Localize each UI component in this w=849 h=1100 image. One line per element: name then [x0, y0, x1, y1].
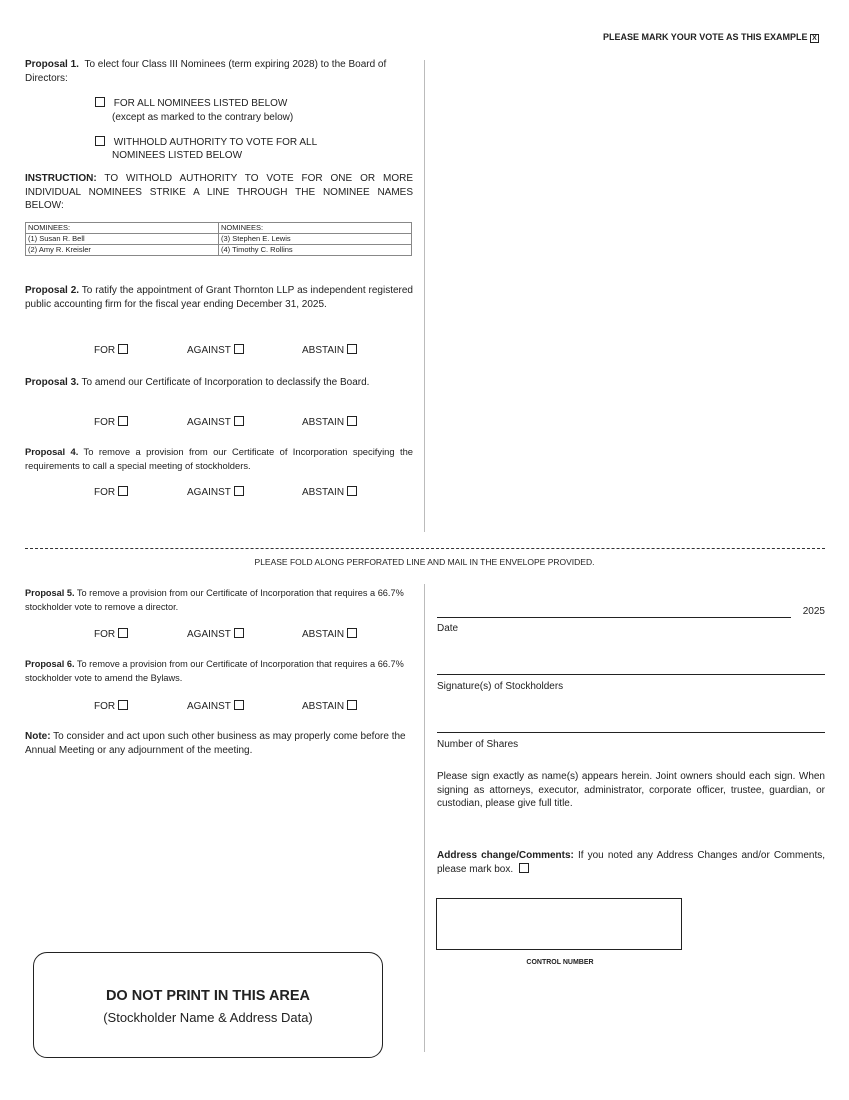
- address-change-label: Address change/Comments:: [437, 850, 574, 861]
- proposal-5: [25, 587, 413, 614]
- withhold-label: WITHHOLD AUTHORITY TO VOTE FOR ALL: [113, 137, 318, 148]
- against-label: AGAINST: [187, 345, 231, 356]
- proposal-3-text: To amend our Certificate of Incorporation to declassify the Board.: [81, 377, 370, 388]
- sign-instructions: Please sign exactly as name(s) appears herein. Joint owners should each sign. When signing as attorneys, executor, administrator, corporate officer, trustee, guardian, or custodian, please give full title.: [437, 771, 825, 809]
- proposal-3-label: Proposal 3.: [25, 377, 79, 388]
- proposal-5-text: To remove a provision from our Certificate of Incorporation that requires a 66.7% stockholder vote to remove a director.: [25, 588, 404, 612]
- date-label: Date: [437, 623, 459, 634]
- nominees-header-right: NOMINEES:: [219, 223, 412, 234]
- column-divider-bottom: [424, 584, 425, 1052]
- against-checkbox[interactable]: [234, 344, 244, 354]
- signature-label: Signature(s) of Stockholders: [437, 681, 564, 692]
- proposal-6-for[interactable]: [94, 700, 128, 712]
- abstain-label: ABSTAIN: [302, 701, 345, 712]
- for-checkbox[interactable]: [118, 628, 128, 638]
- nominee-3[interactable]: (3) Stephen E. Lewis: [219, 234, 412, 245]
- shares-line[interactable]: [437, 732, 825, 733]
- proposal-2-text: To ratify the appointment of Grant Thornton LLP as independent registered public accounting firm for the fiscal year ending December 31, 2025.: [25, 285, 413, 310]
- for-all-checkbox[interactable]: [95, 97, 105, 107]
- shares-label: Number of Shares: [437, 739, 519, 750]
- abstain-label: ABSTAIN: [302, 487, 345, 498]
- table-row: [26, 234, 412, 245]
- for-checkbox[interactable]: [118, 700, 128, 710]
- for-checkbox[interactable]: [118, 416, 128, 426]
- proposal-1-instruction: [25, 172, 413, 213]
- proposal-4-label: Proposal 4.: [25, 446, 79, 457]
- date-year: 2025: [802, 606, 825, 617]
- abstain-checkbox[interactable]: [347, 344, 357, 354]
- proposal-1-label: Proposal 1.: [25, 59, 79, 70]
- column-divider-top: [424, 60, 425, 532]
- proposal-5-label: Proposal 5.: [25, 588, 75, 598]
- proposal-5-vote-row: [94, 628, 414, 640]
- against-label: AGAINST: [187, 487, 231, 498]
- fold-instruction: PLEASE FOLD ALONG PERFORATED LINE AND MAIL IN THE ENVELOPE PROVIDED.: [254, 557, 595, 567]
- proposal-2-label: Proposal 2.: [25, 285, 80, 296]
- vote-example-header: [603, 32, 819, 43]
- against-checkbox[interactable]: [234, 416, 244, 426]
- nominee-1[interactable]: (1) Susan R. Bell: [26, 234, 219, 245]
- proposal-6-label: Proposal 6.: [25, 659, 75, 669]
- nominee-4[interactable]: (4) Timothy C. Rollins: [219, 245, 412, 256]
- against-label: AGAINST: [187, 629, 231, 640]
- for-label: FOR: [94, 701, 116, 712]
- perforated-fold-line: [25, 548, 825, 549]
- proposal-2: [25, 284, 413, 311]
- control-number-label: CONTROL NUMBER: [526, 959, 594, 966]
- against-checkbox[interactable]: [234, 700, 244, 710]
- against-label: AGAINST: [187, 701, 231, 712]
- proposal-1-for-all-option[interactable]: [95, 97, 293, 125]
- proposal-6-against[interactable]: [187, 700, 244, 712]
- example-checkbox: X: [810, 34, 819, 43]
- proposal-3-for[interactable]: [94, 416, 128, 428]
- abstain-label: ABSTAIN: [302, 417, 345, 428]
- abstain-checkbox[interactable]: [347, 628, 357, 638]
- proposal-1: [25, 58, 415, 85]
- for-all-sublabel: (except as marked to the contrary below): [112, 112, 294, 123]
- proposal-5-abstain[interactable]: [302, 628, 357, 640]
- do-not-print-subtitle: (Stockholder Name & Address Data): [103, 1010, 313, 1025]
- proposal-1-text: To elect four Class III Nominees (term expiring 2028) to the Board of Directors:: [25, 59, 387, 84]
- against-label: AGAINST: [187, 417, 231, 428]
- proposal-4-text: To remove a provision from our Certificate of Incorporation specifying the requirements to call a special meeting of stockholders.: [25, 446, 414, 471]
- for-label: FOR: [94, 417, 116, 428]
- abstain-label: ABSTAIN: [302, 629, 345, 640]
- for-all-label: FOR ALL NOMINEES LISTED BELOW: [113, 98, 288, 109]
- for-label: FOR: [94, 345, 116, 356]
- table-row: [26, 245, 412, 256]
- abstain-checkbox[interactable]: [347, 486, 357, 496]
- nominees-table: [25, 222, 412, 256]
- against-checkbox[interactable]: [234, 486, 244, 496]
- proposal-2-against[interactable]: [187, 344, 244, 356]
- against-checkbox[interactable]: [234, 628, 244, 638]
- proposal-3-abstain[interactable]: [302, 416, 357, 428]
- proposal-4-abstain[interactable]: [302, 486, 357, 498]
- withhold-sublabel: NOMINEES LISTED BELOW: [112, 150, 243, 161]
- abstain-label: ABSTAIN: [302, 345, 345, 356]
- note-text: To consider and act upon such other business as may properly come before the Annual Meeting or any adjournment of the meeting.: [25, 731, 406, 756]
- proposal-5-against[interactable]: [187, 628, 244, 640]
- proposal-4-for[interactable]: [94, 486, 128, 498]
- proposal-2-vote-row: [94, 344, 414, 356]
- instruction-label: INSTRUCTION:: [25, 173, 97, 184]
- do-not-print-area: [33, 952, 383, 1058]
- control-number-box: [436, 898, 682, 950]
- proposal-4: [25, 445, 413, 472]
- for-checkbox[interactable]: [118, 344, 128, 354]
- note-label: Note:: [25, 731, 51, 742]
- do-not-print-title: DO NOT PRINT IN THIS AREA: [105, 988, 311, 1004]
- nominee-2[interactable]: (2) Amy R. Kreisler: [26, 245, 219, 256]
- proposal-2-for[interactable]: [94, 344, 128, 356]
- proposal-3-against[interactable]: [187, 416, 244, 428]
- for-label: FOR: [94, 487, 116, 498]
- proposal-6: [25, 658, 413, 685]
- address-change-text: If you noted any Address Changes and/or Comments, please mark box.: [437, 850, 826, 875]
- address-change: [437, 849, 825, 876]
- proposal-5-for[interactable]: [94, 628, 128, 640]
- abstain-checkbox[interactable]: [347, 416, 357, 426]
- proposal-1-withhold-option[interactable]: [95, 136, 317, 162]
- withhold-all-checkbox[interactable]: [95, 136, 105, 146]
- proposal-3: [25, 376, 413, 390]
- instruction-text: TO WITHOLD AUTHORITY TO VOTE FOR ONE OR MORE INDIVIDUAL NOMINEES STRIKE A LINE THROUGH THE NOMINEE NAMES BELOW:: [25, 173, 413, 211]
- for-checkbox[interactable]: [118, 486, 128, 496]
- date-line[interactable]: [437, 617, 791, 618]
- address-change-checkbox[interactable]: [519, 863, 529, 873]
- note: [25, 730, 413, 757]
- proposal-4-against[interactable]: [187, 486, 244, 498]
- proposal-6-vote-row: [94, 700, 414, 712]
- abstain-checkbox[interactable]: [347, 700, 357, 710]
- nominees-header-row: [26, 223, 412, 234]
- signature-line[interactable]: [437, 674, 825, 675]
- proposal-3-vote-row: [94, 416, 414, 428]
- proposal-6-text: To remove a provision from our Certificate of Incorporation that requires a 66.7% stockholder vote to amend the Bylaws.: [25, 659, 404, 683]
- proposal-4-vote-row: [94, 486, 414, 498]
- nominees-header-left: NOMINEES:: [26, 223, 219, 234]
- proposal-2-abstain[interactable]: [302, 344, 357, 356]
- proposal-6-abstain[interactable]: [302, 700, 357, 712]
- for-label: FOR: [94, 629, 116, 640]
- example-text: PLEASE MARK YOUR VOTE AS THIS EXAMPLE: [602, 32, 808, 42]
